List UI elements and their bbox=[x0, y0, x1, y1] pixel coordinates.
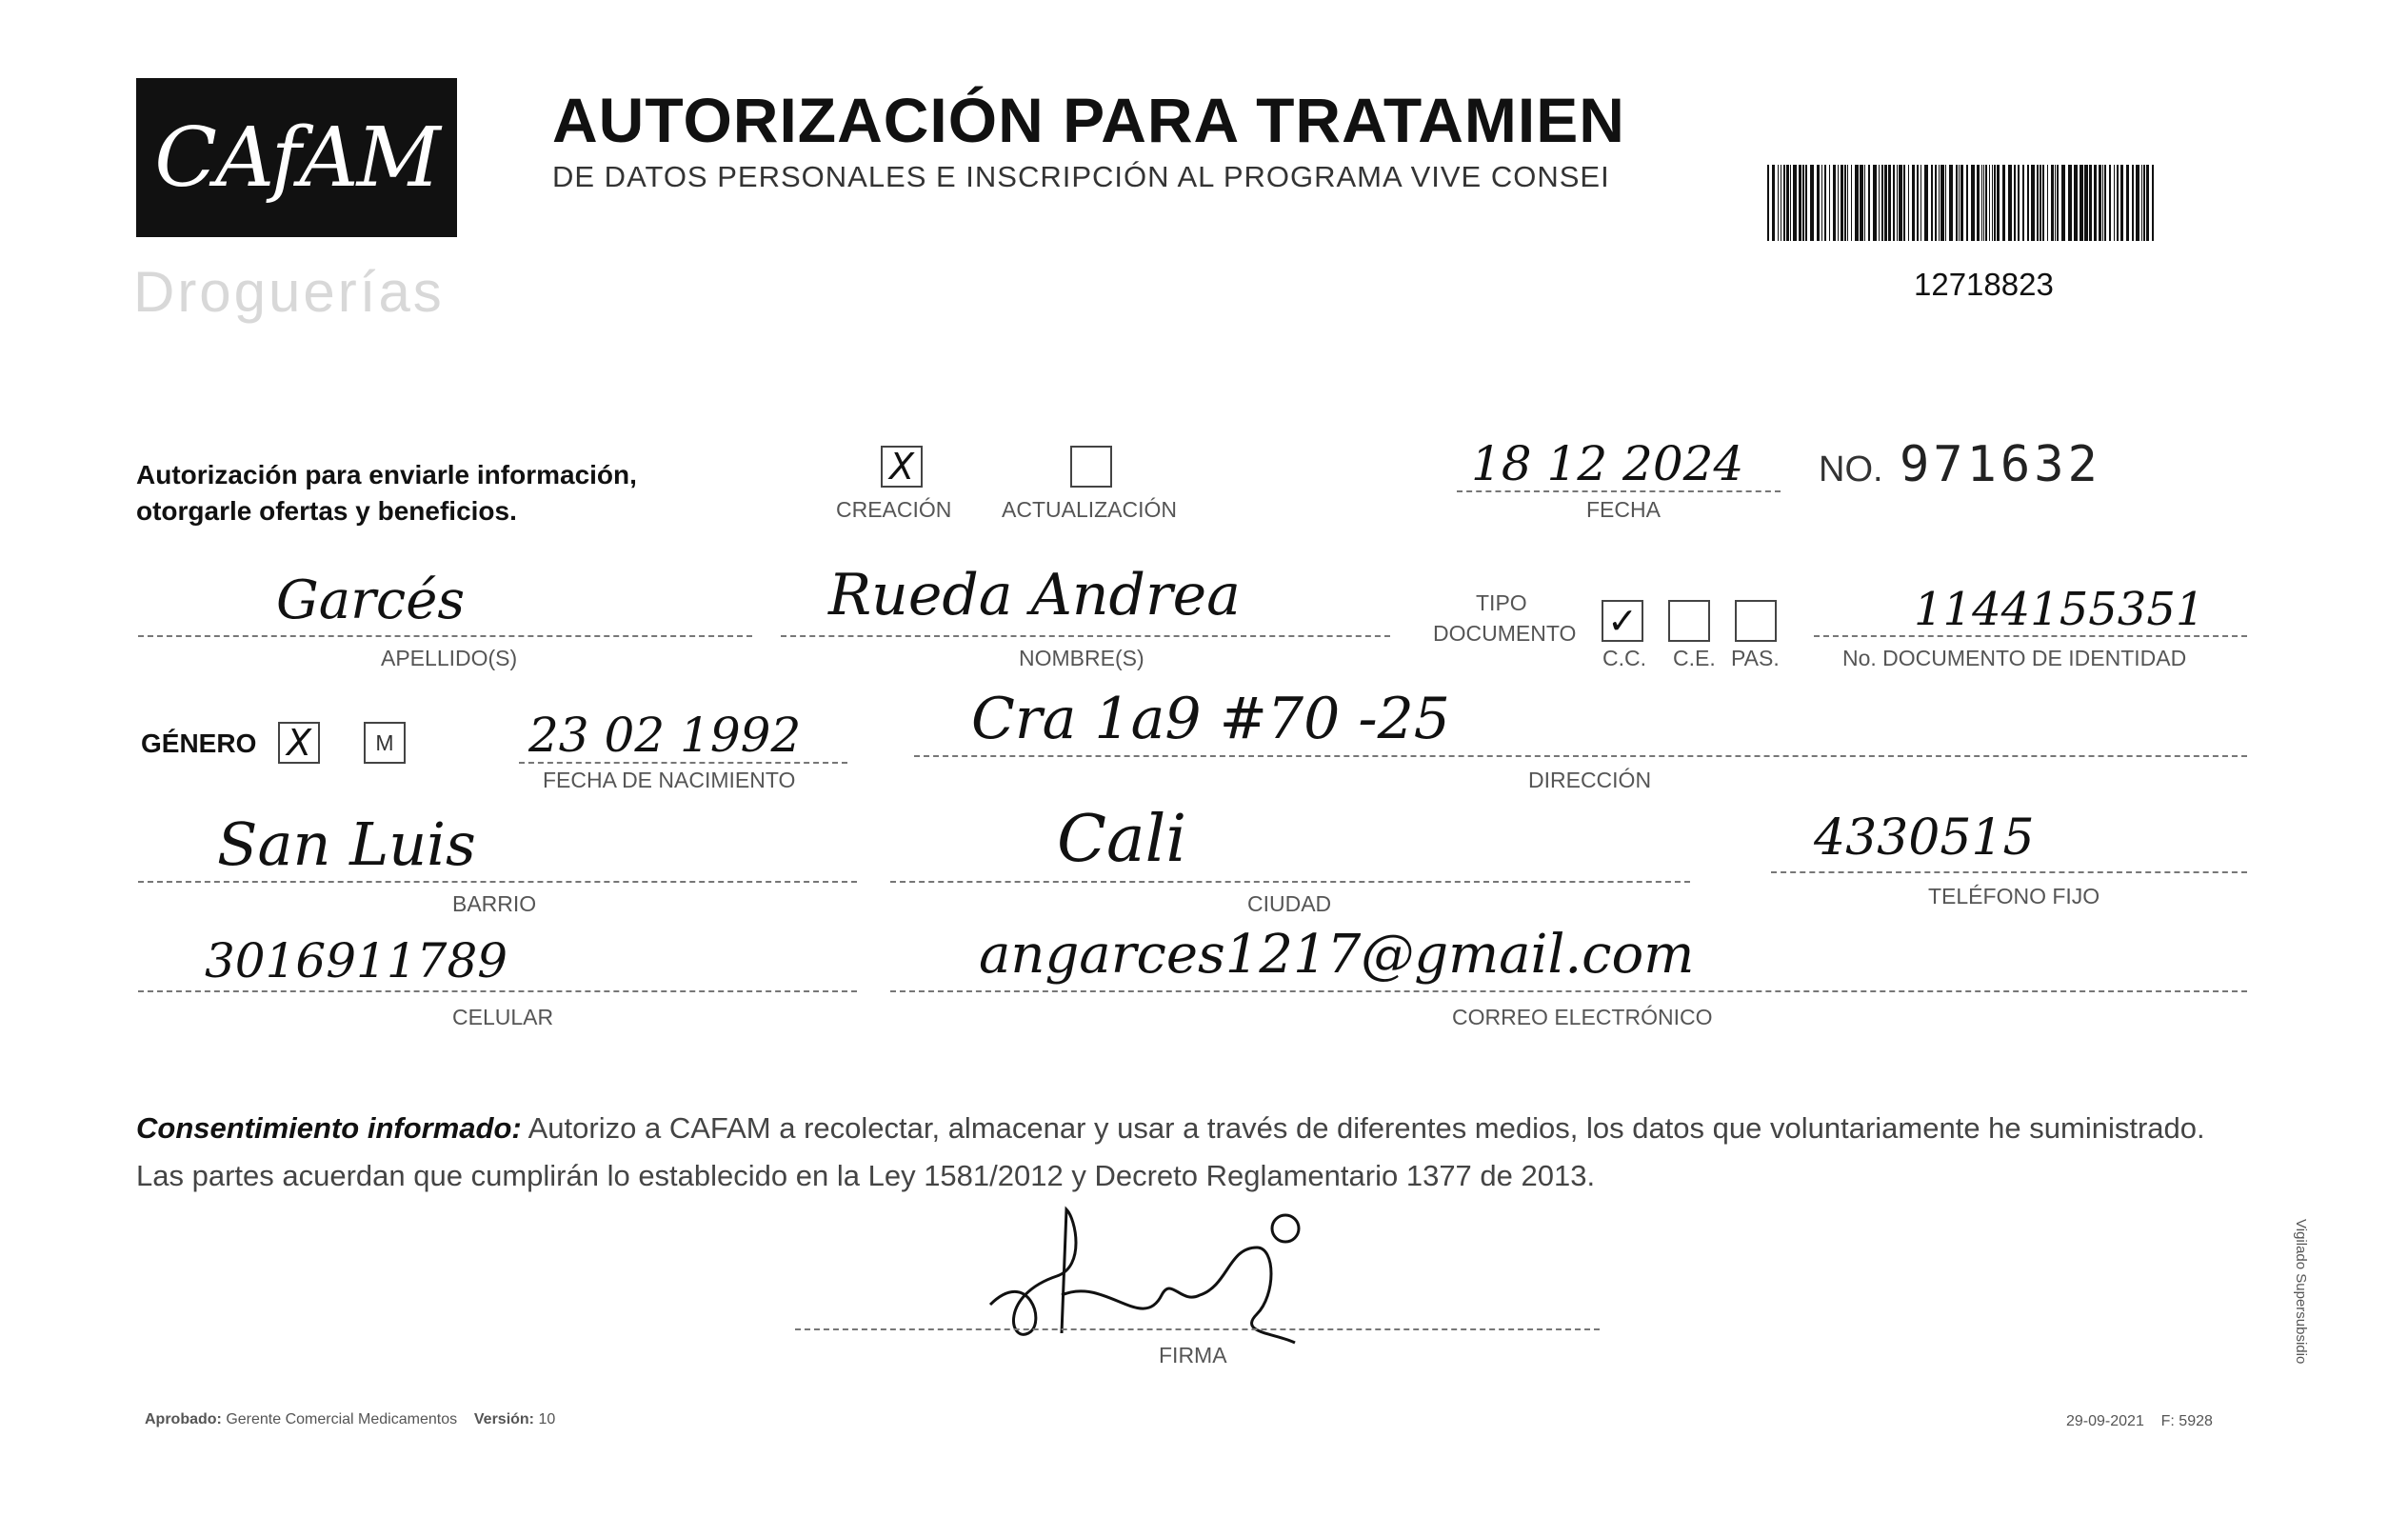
celular-value: 3016911789 bbox=[205, 933, 508, 988]
authorization-intro: Autorización para enviarle información, otorgarle ofertas y beneficios. bbox=[136, 460, 637, 526]
barcode-bar bbox=[1912, 165, 1915, 241]
barcode-bar bbox=[2109, 165, 2111, 241]
direccion-value: Cra 1a9 #70 -25 bbox=[971, 686, 1450, 752]
barcode-bar bbox=[1824, 165, 1826, 241]
side-vertical-text: Vigilado Supersubsidio bbox=[2293, 1219, 2309, 1365]
correo-label: CORREO ELECTRÓNICO bbox=[1452, 1005, 1713, 1029]
documento-label: No. DOCUMENTO DE IDENTIDAD bbox=[1842, 646, 2187, 670]
barcode-bar bbox=[1903, 165, 1905, 241]
ce-checkbox[interactable] bbox=[1668, 600, 1710, 642]
actualizacion-checkbox[interactable] bbox=[1070, 446, 1112, 488]
barcode-bar bbox=[1799, 165, 1801, 241]
barcode-bar bbox=[1844, 165, 1846, 241]
barcode-bar bbox=[2099, 165, 2101, 241]
barcode-bar bbox=[2141, 165, 2142, 241]
barcode-bar bbox=[1873, 165, 1877, 241]
consent-paragraph bbox=[136, 1105, 2259, 1200]
consent-heading: Consentimiento informado: bbox=[136, 1111, 522, 1145]
nacimiento-line[interactable] bbox=[519, 762, 847, 764]
signature-label: FIRMA bbox=[1159, 1343, 1227, 1367]
pas-checkbox[interactable] bbox=[1735, 600, 1777, 642]
barcode-bar bbox=[2152, 165, 2154, 241]
version-label: Versión: bbox=[473, 1411, 535, 1427]
fecha-label: FECHA bbox=[1586, 497, 1661, 522]
barcode-bar bbox=[1997, 165, 2000, 241]
tipo-label: TIPO bbox=[1476, 590, 1527, 615]
barcode-bar bbox=[1855, 165, 1859, 241]
version-value: 10 bbox=[538, 1411, 556, 1427]
creacion-checkbox[interactable] bbox=[881, 446, 923, 488]
barcode-bar bbox=[2057, 165, 2059, 241]
barcode-bar bbox=[1860, 165, 1863, 241]
barcode-bar bbox=[1893, 165, 1895, 241]
correo-line[interactable] bbox=[890, 990, 2247, 992]
barcode-bar bbox=[2117, 165, 2119, 241]
apellido-label: APELLIDO(S) bbox=[381, 646, 518, 670]
barrio-line[interactable] bbox=[138, 881, 857, 883]
barcode-bar bbox=[2018, 165, 2020, 241]
cafam-logo: CAfAM bbox=[136, 78, 457, 237]
barcode-bar bbox=[2094, 165, 2097, 241]
documento-line[interactable] bbox=[1814, 635, 2247, 637]
aprobado-value: Gerente Comercial Medicamentos bbox=[226, 1411, 458, 1427]
barcode-bar bbox=[1897, 165, 1898, 241]
barcode-bar bbox=[2068, 165, 2072, 241]
celular-line[interactable] bbox=[138, 990, 857, 992]
barcode-bar bbox=[1908, 165, 1909, 241]
barcode-bar bbox=[1971, 165, 1975, 241]
barcode-bar bbox=[2074, 165, 2078, 241]
barcode-bar bbox=[1924, 165, 1928, 241]
barcode-bar bbox=[2002, 165, 2005, 241]
telefono-label: TELÉFONO FIJO bbox=[1928, 884, 2100, 908]
barcode-bar bbox=[2061, 165, 2065, 241]
barcode-bar bbox=[1994, 165, 1996, 241]
barcode-bar bbox=[1899, 165, 1902, 241]
barrio-value: San Luis bbox=[217, 809, 476, 879]
nombre-label: NOMBRE(S) bbox=[1019, 646, 1144, 670]
barcode-bar bbox=[1920, 165, 1921, 241]
barcode-bar bbox=[1767, 165, 1769, 241]
barcode-bar bbox=[2132, 165, 2134, 241]
barcode-bar bbox=[1956, 165, 1958, 241]
barcode-bar bbox=[2120, 165, 2123, 241]
barcode-bar bbox=[2037, 165, 2039, 241]
pas-label: PAS. bbox=[1731, 646, 1780, 670]
document-subtitle: DE DATOS PERSONALES E INSCRIPCIÓN AL PROGRAMA VIVE CONSEI bbox=[552, 160, 1610, 193]
barcode-number: 12718823 bbox=[1914, 267, 2054, 302]
genero-f-mark: X bbox=[286, 722, 312, 764]
telefono-value: 4330515 bbox=[1814, 809, 2035, 867]
no-label: NO. bbox=[1819, 449, 1883, 489]
barcode-bar bbox=[1833, 165, 1836, 241]
fecha-value: 18 12 2024 bbox=[1471, 436, 1744, 491]
barcode-bar bbox=[1786, 165, 1789, 241]
barcode-bar bbox=[1802, 165, 1804, 241]
barcode-bar bbox=[1966, 165, 1968, 241]
barcode-bar bbox=[1983, 165, 1984, 241]
direccion-label: DIRECCIÓN bbox=[1528, 768, 1652, 792]
signature-line[interactable] bbox=[795, 1328, 1600, 1330]
consent-text: Autorizo a CAFAM a recolectar, almacenar y usar a través de diferentes medios, los datos que voluntariamente he suministrado. Las partes acuerdan que cumplirán lo establecido en la Ley 1581/2012 y Decreto Reglamentario 1377 de 2013. bbox=[136, 1111, 2205, 1192]
document-title: AUTORIZACIÓN PARA TRATAMIEN bbox=[552, 85, 1625, 155]
barcode-bar bbox=[1817, 165, 1820, 241]
barcode-bar bbox=[1917, 165, 1919, 241]
barcode-bar bbox=[1989, 165, 1990, 241]
apellido-value: Garcés bbox=[276, 569, 466, 631]
cc-label: C.C. bbox=[1602, 646, 1646, 670]
barcode-bar bbox=[1772, 165, 1775, 241]
apellido-line[interactable] bbox=[138, 635, 752, 637]
footer-codes bbox=[2066, 1413, 2213, 1430]
barcode-bar bbox=[1945, 165, 1946, 241]
barcode-bar bbox=[1985, 165, 1987, 241]
barcode-bar bbox=[2146, 165, 2149, 241]
creacion-label: CREACIÓN bbox=[836, 497, 952, 522]
barcode-bar bbox=[2047, 165, 2048, 241]
date-code: 29-09-2021 bbox=[2066, 1413, 2144, 1429]
nombre-value: Rueda Andrea bbox=[828, 562, 1241, 629]
documento-value: 1144155351 bbox=[1914, 583, 2205, 636]
barcode-bar bbox=[1981, 165, 1982, 241]
no-value: 971632 bbox=[1900, 436, 2101, 493]
barcode-bar bbox=[1810, 165, 1814, 241]
barcode-bar bbox=[1960, 165, 1963, 241]
actualizacion-label: ACTUALIZACIÓN bbox=[1002, 497, 1178, 522]
barcode-bar bbox=[2027, 165, 2029, 241]
barcode-bar bbox=[2084, 165, 2088, 241]
barrio-label: BARRIO bbox=[452, 891, 537, 916]
celular-label: CELULAR bbox=[452, 1005, 554, 1029]
genero-m-checkbox[interactable] bbox=[364, 722, 406, 764]
barcode-bar bbox=[2104, 165, 2106, 241]
barcode-bar bbox=[2040, 165, 2041, 241]
barcode-bar bbox=[1879, 165, 1880, 241]
nombre-line[interactable] bbox=[781, 635, 1390, 637]
genero-m-label: M bbox=[375, 729, 394, 755]
barcode-bar bbox=[2143, 165, 2145, 241]
genero-f-checkbox[interactable] bbox=[278, 722, 320, 764]
barcode-bar bbox=[1841, 165, 1843, 241]
form-code: F: 5928 bbox=[2160, 1413, 2213, 1429]
barcode-bar bbox=[1940, 165, 1944, 241]
telefono-line[interactable] bbox=[1771, 871, 2247, 873]
barcode-bar bbox=[1935, 165, 1937, 241]
barcode-bar bbox=[1821, 165, 1822, 241]
barcode-bar bbox=[1884, 165, 1887, 241]
barcode-bar bbox=[1783, 165, 1785, 241]
drogerias-subbrand: Droguerías bbox=[133, 260, 445, 324]
barcode bbox=[1767, 165, 2158, 241]
ciudad-label: CIUDAD bbox=[1247, 891, 1332, 916]
barcode-bar bbox=[2102, 165, 2103, 241]
barcode-bar bbox=[2080, 165, 2083, 241]
barcode-bar bbox=[1790, 165, 1791, 241]
barcode-bar bbox=[1851, 165, 1852, 241]
barcode-bar bbox=[1805, 165, 1807, 241]
barcode-bar bbox=[2008, 165, 2012, 241]
genero-label: GÉNERO bbox=[141, 729, 257, 758]
creacion-mark: X bbox=[888, 446, 915, 488]
barcode-bar bbox=[2042, 165, 2044, 241]
ciudad-value: Cali bbox=[1057, 802, 1187, 877]
barcode-bar bbox=[1992, 165, 1993, 241]
footer-approval bbox=[145, 1411, 555, 1428]
barcode-bar bbox=[1868, 165, 1870, 241]
cc-checkbox[interactable] bbox=[1602, 600, 1643, 642]
correo-value: angarces1217@gmail.com bbox=[979, 924, 1695, 986]
barcode-bar bbox=[2055, 165, 2056, 241]
barcode-bar bbox=[2089, 165, 2092, 241]
barcode-bar bbox=[1778, 165, 1779, 241]
barcode-bar bbox=[2114, 165, 2115, 241]
nacimiento-value: 23 02 1992 bbox=[528, 708, 802, 763]
aprobado-label: Aprobado: bbox=[145, 1411, 222, 1427]
barcode-bar bbox=[2014, 165, 2016, 241]
barcode-bar bbox=[1949, 165, 1953, 241]
barcode-bar bbox=[1939, 165, 1940, 241]
barcode-bar bbox=[1864, 165, 1865, 241]
documento-type-label: DOCUMENTO bbox=[1433, 621, 1577, 646]
cc-mark: ✓ bbox=[1607, 600, 1638, 642]
barcode-bar bbox=[1829, 165, 1830, 241]
barcode-bar bbox=[1838, 165, 1839, 241]
barcode-bar bbox=[2022, 165, 2024, 241]
ciudad-line[interactable] bbox=[890, 881, 1690, 883]
nacimiento-label: FECHA DE NACIMIENTO bbox=[543, 768, 796, 792]
barcode-bar bbox=[2051, 165, 2054, 241]
barcode-bar bbox=[2136, 165, 2139, 241]
barcode-bar bbox=[1793, 165, 1797, 241]
ce-label: C.E. bbox=[1673, 646, 1716, 670]
barcode-bar bbox=[2126, 165, 2129, 241]
barcode-bar bbox=[2031, 165, 2035, 241]
barcode-bar bbox=[1959, 165, 1960, 241]
barcode-bar bbox=[1977, 165, 1980, 241]
barcode-bar bbox=[1847, 165, 1848, 241]
barcode-bar bbox=[1931, 165, 1933, 241]
fecha-line bbox=[1457, 490, 1781, 492]
direccion-line[interactable] bbox=[914, 755, 2247, 757]
barcode-bar bbox=[1888, 165, 1891, 241]
barcode-bar bbox=[1881, 165, 1883, 241]
